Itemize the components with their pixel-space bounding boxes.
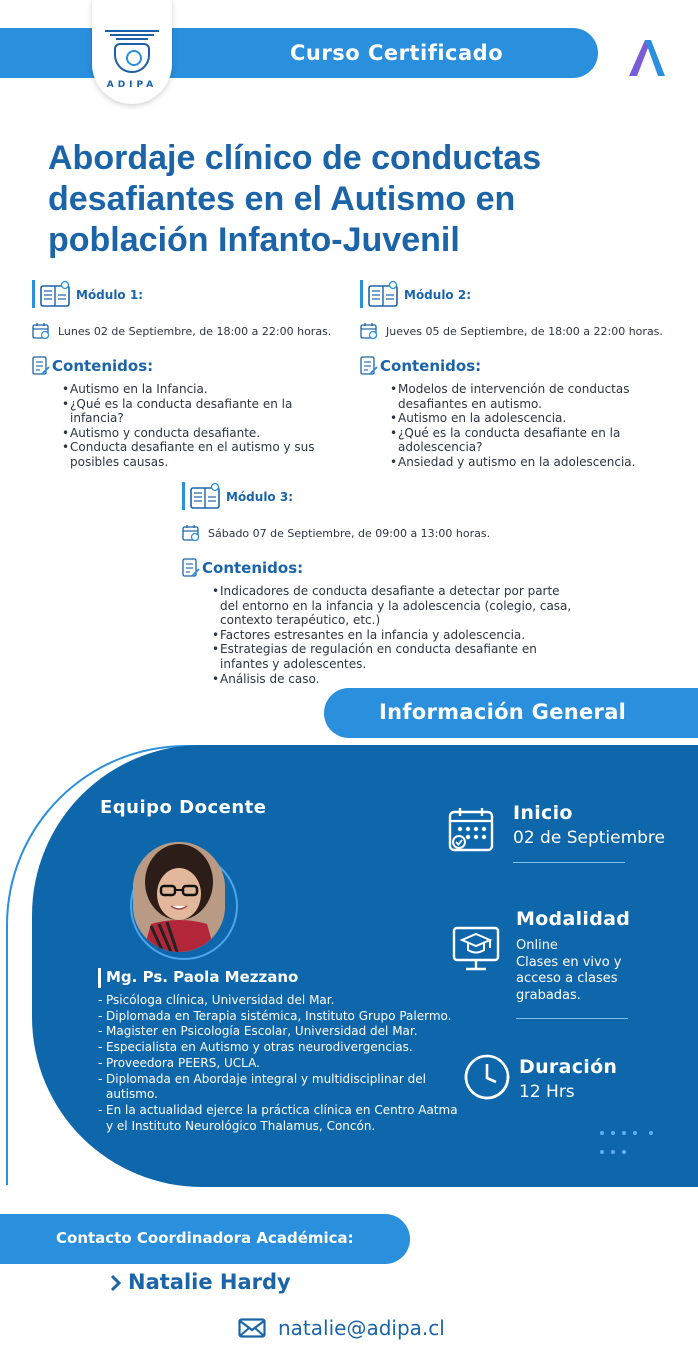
start-info xyxy=(513,802,665,848)
mode-label: Modalidad xyxy=(516,908,631,930)
list-item: - Especialista en Autismo y otras neurodivergencias. xyxy=(98,1040,458,1056)
calendar-icon xyxy=(182,524,200,542)
duration-value: 12 Hrs xyxy=(519,1082,575,1102)
course-title xyxy=(48,138,668,261)
adipa-logo xyxy=(92,0,172,104)
brand-mark-icon xyxy=(627,36,667,78)
module-title: Módulo 2: xyxy=(404,288,472,302)
document-edit-icon xyxy=(32,356,50,376)
logo-word: ADIPA xyxy=(106,80,158,90)
list-item: - Psicóloga clínica, Universidad del Mar. xyxy=(98,993,458,1009)
list-item: • Modelos de intervención de conductas desafiantes en autismo. xyxy=(390,382,680,411)
module-title: Módulo 1: xyxy=(76,288,144,302)
mode-value-line: grabadas. xyxy=(516,987,581,1003)
module-date: Sábado 07 de Septiembre, de 09:00 a 13:00 horas. xyxy=(208,527,491,540)
calendar-icon xyxy=(32,322,50,340)
module-title: Módulo 3: xyxy=(226,490,294,504)
module-date: Jueves 05 de Septiembre, de 18:00 a 22:00 horas. xyxy=(386,325,663,338)
module-accent-bar xyxy=(32,280,35,308)
module-accent-bar xyxy=(182,482,185,510)
contents-list xyxy=(390,382,680,470)
teacher-name-bar xyxy=(98,968,101,988)
contact-name: Natalie Hardy xyxy=(128,1270,291,1294)
list-item: - Magister en Psicología Escolar, Universidad del Mar. xyxy=(98,1024,458,1040)
module-3 xyxy=(182,480,602,686)
module-2 xyxy=(360,278,680,470)
list-item: • Análisis de caso. xyxy=(212,672,572,687)
teacher-credentials-list xyxy=(98,993,458,1134)
decorative-dots xyxy=(600,1130,670,1168)
contents-label: Contenidos: xyxy=(202,559,304,577)
mail-icon xyxy=(238,1318,266,1338)
list-item: - En la actualidad ejerce la práctica clínica en Centro Aatma y el Instituto Neurológico Thalamus, Concón. xyxy=(98,1103,458,1134)
calendar-icon xyxy=(360,322,378,340)
document-edit-icon xyxy=(360,356,378,376)
team-title: Equipo Docente xyxy=(100,797,267,818)
logo-text-lines xyxy=(105,30,159,42)
clock-icon xyxy=(462,1052,512,1102)
start-label: Inicio xyxy=(513,802,573,824)
notebook-bulb-icon xyxy=(368,280,400,308)
course-title-line: Abordaje clínico de conductas xyxy=(48,139,542,177)
info-banner-text: Información General xyxy=(379,700,627,724)
contents-label: Contenidos: xyxy=(380,357,482,375)
module-accent-bar xyxy=(360,280,363,308)
mode-value-line: Online xyxy=(516,938,558,953)
list-item: - Proveedora PEERS, UCLA. xyxy=(98,1056,458,1072)
course-title-line: desafiantes en el Autismo en xyxy=(48,180,516,218)
online-class-icon xyxy=(452,920,500,972)
duration-label: Duración xyxy=(519,1056,618,1078)
mode-value-line: acceso a clases xyxy=(516,971,618,986)
teacher-name: Mg. Ps. Paola Mezzano xyxy=(106,968,299,986)
list-item: • Autismo en la Infancia. xyxy=(62,382,342,397)
list-item: • ¿Qué es la conducta desafiante en la infancia? xyxy=(62,397,342,426)
list-item: - Diplomada en Abordaje integral y multidisciplinar del autismo. xyxy=(98,1072,458,1103)
mode-info xyxy=(516,908,630,1004)
calendar-icon xyxy=(448,806,494,852)
module-1 xyxy=(32,278,342,470)
info-banner xyxy=(324,688,698,738)
duration-info xyxy=(519,1056,617,1102)
teacher-avatar xyxy=(133,842,225,952)
list-item: - Diplomada en Terapia sistémica, Instituto Grupo Palermo. xyxy=(98,1009,458,1025)
contact-banner xyxy=(0,1214,410,1264)
chevron-right-icon xyxy=(110,1274,122,1292)
list-item: • ¿Qué es la conducta desafiante en la adolescencia? xyxy=(390,426,680,455)
contact-email-link[interactable]: natalie@adipa.cl xyxy=(278,1316,445,1340)
teacher-photo-icon xyxy=(133,842,225,952)
contents-list xyxy=(212,584,572,686)
document-edit-icon xyxy=(182,558,200,578)
list-item: • Estrategias de regulación en conducta desafiante en infantes y adolescentes. xyxy=(212,642,572,671)
header-banner xyxy=(0,28,598,78)
course-title-line: población Infanto-Juvenil xyxy=(48,221,460,259)
contents-label: Contenidos: xyxy=(52,357,154,375)
header-banner-text: Curso Certificado xyxy=(290,41,504,65)
start-value: 02 de Septiembre xyxy=(513,828,666,848)
list-item: • Ansiedad y autismo en la adolescencia. xyxy=(390,455,680,470)
list-item: • Autismo y conducta desafiante. xyxy=(62,426,342,441)
contents-list xyxy=(62,382,342,470)
list-item: • Conducta desafiante en el autismo y sus posibles causas. xyxy=(62,440,342,469)
list-item: • Factores estresantes en la infancia y adolescencia. xyxy=(212,628,572,643)
notebook-bulb-icon xyxy=(190,482,222,510)
divider xyxy=(513,862,625,863)
logo-crest-icon xyxy=(114,43,150,73)
contact-banner-text: Contacto Coordinadora Académica: xyxy=(56,1229,354,1247)
list-item: • Autismo en la adolescencia. xyxy=(390,411,680,426)
divider xyxy=(516,1018,628,1019)
list-item: • Indicadores de conducta desafiante a detectar por parte del entorno en la infancia y la adolescencia (colegio, casa, contexto terapéutico, etc.) xyxy=(212,584,572,628)
mode-value-line: Clases en vivo y xyxy=(516,954,622,970)
notebook-bulb-icon xyxy=(40,280,72,308)
module-date: Lunes 02 de Septiembre, de 18:00 a 22:00 horas. xyxy=(58,325,332,338)
